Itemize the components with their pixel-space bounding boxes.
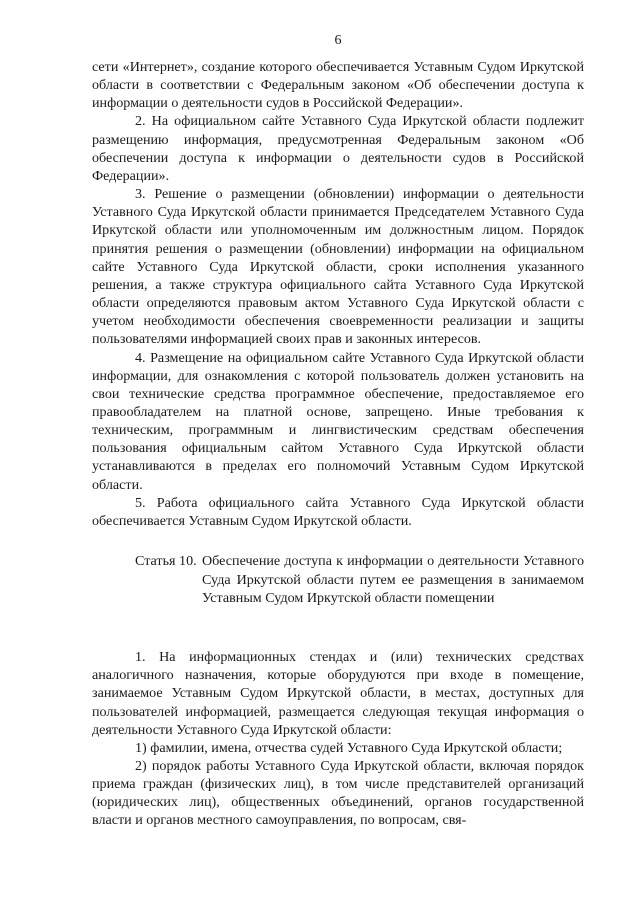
paragraph-continuation: сети «Интернет», создание которого обеспечивается Уставным Судом Иркутской области в соответствии с Федеральным законом «Об обеспечении доступа к информации о деятельности судов в Российской Федерации». — [92, 59, 584, 112]
paragraph-item-3: 3. Решение о размещении (обновлении) информации о деятельности Уставного Суда Иркутской области принимается Председателем Уставного Суда Иркутской области или уполномоченным им должностным лицом. Порядок принятия решения о размещении (обновлении) информации на официальном сайте Уставного Суда Иркутской области, сроки исполнения указанного решения, а также структура официального сайта Уставного Суда Иркутской области определяются правовым актом Уставного Суда Иркутской области с учетом необходимости обеспечения своевременности реализации и защиты пользователями информацией своих прав и законных интересов. — [92, 186, 584, 348]
article-heading — [92, 552, 584, 626]
list-item-2: 2) порядок работы Уставного Суда Иркутской области, включая порядок приема граждан (физических лиц), в том числе представителей организаций (юридических лиц), общественных объединений, органов государственной власти и органов местного самоуправления, по вопросам, свя- — [92, 758, 584, 829]
paragraph-item-2: 2. На официальном сайте Уставного Суда Иркутской области подлежит размещению информация, предусмотренная Федеральным законом «Об обеспечении доступа к информации о деятельности судов в Российской Федерации». — [92, 113, 584, 184]
page-number: 6 — [334, 33, 342, 48]
document-page — [92, 0, 584, 905]
document-body — [92, 58, 584, 830]
list-item-1: 1) фамилии, имена, отчества судей Уставного Суда Иркутской области; — [135, 739, 563, 756]
paragraph-item-1: 1. На информационных стендах и (или) технических средствах аналогичного назначения, которые оборудуются при входе в помещение, занимаемое Уставным Судом Иркутской области, в местах, доступных для пользователей информацией, размещается следующая текущая информация о деятельности Уставного Суда Иркутской области: — [92, 649, 584, 738]
article-label: Статья 10. — [135, 553, 197, 570]
paragraph-item-4: 4. Размещение на официальном сайте Уставного Суда Иркутской области информации, для ознакомления с которой пользователь должен установить на свои технические средства программное обеспечение, предоставляемое его правообладателем на платной основе, запрещено. Иные требования к техническим, программным и лингвистическим средствам обеспечения пользования официальным сайтом Уставного Суда Иркутской области устанавливаются в пределах его полномочий Уставным Судом Иркутской области. — [92, 349, 584, 493]
article-title: Обеспечение доступа к информации о деятельности Уставного Суда Иркутской области путем ее размещения в занимаемом Уставным Судом Иркутской области помещении — [202, 553, 584, 607]
paragraph-item-5: 5. Работа официального сайта Уставного Суда Иркутской области обеспечивается Уставным Судом Иркутской области. — [92, 494, 584, 529]
